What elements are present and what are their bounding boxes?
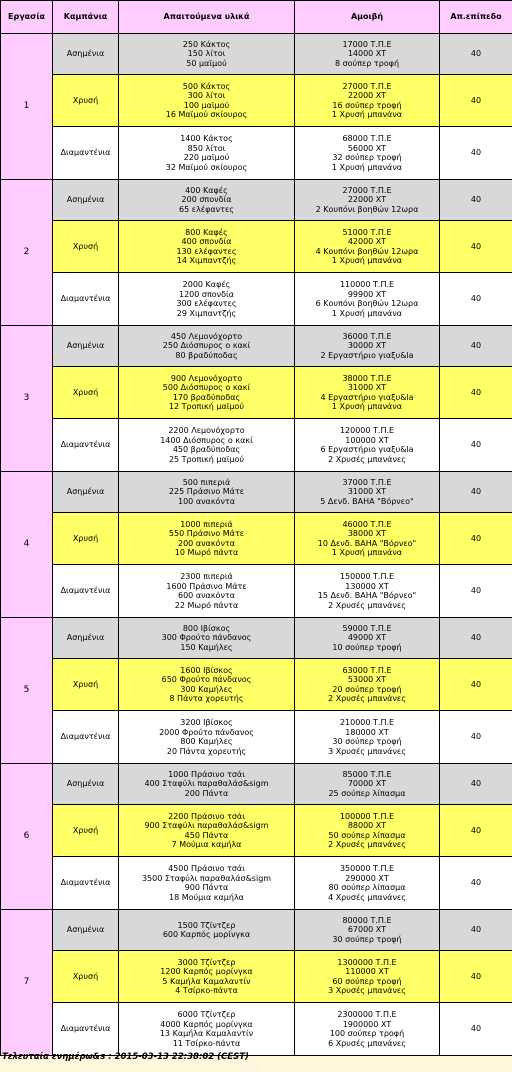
campaign-cell: Διαμαντένια bbox=[53, 565, 119, 618]
reward-line: 68000 Τ.Π.Ε bbox=[342, 134, 392, 143]
material-line: 500 πιπεριά bbox=[182, 477, 231, 487]
reward-line: 70000 ΧΤ bbox=[347, 779, 387, 789]
reward-line: 31000 ΧΤ bbox=[347, 487, 387, 497]
reward-line: 59000 Τ.Π.Ε bbox=[342, 623, 392, 633]
reward-line: 2 Χρυσές μπανάνες bbox=[328, 840, 406, 849]
reward-line: 10 σούπερ τροφή bbox=[332, 642, 402, 652]
material-line: 13 Καμήλα Καμαλαντίν bbox=[159, 1029, 254, 1038]
level-cell: 40 bbox=[440, 951, 512, 1003]
material-line: 220 μαϊμού bbox=[183, 153, 230, 162]
task-number: 2 bbox=[1, 180, 53, 326]
materials-cell bbox=[119, 951, 295, 1003]
material-line: 2300 πιπεριά bbox=[180, 572, 233, 581]
task-row bbox=[1, 565, 512, 618]
reward-line: 38000 Τ.Π.Ε bbox=[342, 373, 392, 383]
material-line: 150 Καμήλες bbox=[180, 642, 233, 652]
task-row bbox=[1, 659, 512, 711]
reward-line: 30 σούπερ τροφή bbox=[332, 934, 402, 944]
reward-line: 4 Εργαστήριο γιαξυ&la bbox=[320, 392, 414, 402]
material-line: 200 ανακόντα bbox=[178, 538, 235, 548]
material-line: 50 μαϊμού bbox=[186, 58, 227, 68]
task-row bbox=[1, 419, 512, 472]
reward-cell bbox=[295, 1003, 440, 1056]
campaign-cell: Διαμαντένια bbox=[53, 127, 119, 180]
material-line: 850 λίτοι bbox=[187, 143, 226, 153]
level-cell: 40 bbox=[440, 659, 512, 711]
reward-line: 85000 Τ.Π.Ε bbox=[342, 769, 392, 779]
campaign-cell: Ασημένια bbox=[53, 764, 119, 805]
material-line: 400 σπονδία bbox=[181, 237, 232, 246]
reward-line: 31000 ΧΤ bbox=[347, 383, 387, 392]
reward-cell bbox=[295, 951, 440, 1003]
material-line: 1200 σπονδία bbox=[178, 289, 235, 299]
reward-line: 37000 Τ.Π.Ε bbox=[342, 477, 392, 487]
level-cell: 40 bbox=[440, 472, 512, 513]
campaign-cell: Ασημένια bbox=[53, 472, 119, 513]
reward-line: 110000 ΧΤ bbox=[345, 967, 389, 976]
material-line: 300 Καμήλες bbox=[180, 684, 233, 694]
reward-line: 130000 ΧΤ bbox=[345, 581, 389, 591]
material-line: 500 Διόσπυρος ο κακί bbox=[162, 383, 251, 392]
reward-cell bbox=[295, 711, 440, 764]
material-line: 800 Καφές bbox=[185, 227, 228, 237]
material-line: 6000 Τζίντζερ bbox=[177, 1010, 236, 1019]
materials-cell bbox=[119, 565, 295, 618]
level-cell: 40 bbox=[440, 326, 512, 367]
level-cell: 40 bbox=[440, 565, 512, 618]
material-line: 18 Μούμια καμήλα bbox=[169, 892, 244, 902]
reward-line: 210000 Τ.Π.Ε bbox=[339, 718, 395, 727]
task-number: 6 bbox=[1, 764, 53, 910]
task-row bbox=[1, 618, 512, 659]
material-line: 10 Μωρό πάντα bbox=[174, 548, 239, 557]
material-line: 900 Λεμονόχορτο bbox=[170, 373, 243, 383]
material-line: 3500 Σταφύλι παραθαλάσ&sigm bbox=[141, 873, 272, 883]
reward-line: 16 σούπερ τροφή bbox=[332, 100, 402, 110]
task-row bbox=[1, 805, 512, 857]
task-row bbox=[1, 951, 512, 1003]
reward-line: 22000 ΧΤ bbox=[347, 91, 387, 100]
material-line: 2200 Πράσινο τσάι bbox=[168, 811, 245, 821]
reward-cell bbox=[295, 472, 440, 513]
material-line: 7 Μούμια καμήλα bbox=[171, 840, 242, 849]
materials-cell bbox=[119, 711, 295, 764]
task-row bbox=[1, 910, 512, 951]
material-line: 250 Κάκτος bbox=[182, 39, 231, 49]
level-cell: 40 bbox=[440, 75, 512, 127]
reward-line: 1 Χρυσή μπανάνα bbox=[331, 548, 403, 557]
level-cell: 40 bbox=[440, 857, 512, 910]
reward-line: 100000 Τ.Π.Ε bbox=[339, 811, 395, 821]
materials-cell bbox=[119, 764, 295, 805]
header-reward: Αμοιβή bbox=[295, 1, 440, 34]
reward-line: 25 σούπερ λίπασμα bbox=[328, 788, 406, 798]
reward-line: 22000 ΧΤ bbox=[347, 195, 387, 205]
material-line: 1500 Τζίντζερ bbox=[177, 920, 236, 930]
reward-line: 6 Κουπόνι βοηθών 12ωρα bbox=[315, 299, 419, 308]
reward-cell bbox=[295, 34, 440, 75]
material-line: 25 Τροπική μαϊμού bbox=[168, 454, 245, 464]
reward-line: 1 Χρυσή μπανάνα bbox=[331, 308, 403, 318]
reward-line: 120000 Τ.Π.Ε bbox=[339, 426, 395, 435]
reward-line: 53000 ΧΤ bbox=[347, 675, 387, 684]
reward-line: 3 Χρυσές μπανάνες bbox=[328, 986, 406, 995]
tasks-body bbox=[1, 34, 512, 1056]
task-number: 3 bbox=[1, 326, 53, 472]
level-cell: 40 bbox=[440, 127, 512, 180]
materials-cell bbox=[119, 618, 295, 659]
reward-line: 8 σούπερ τροφή bbox=[334, 58, 400, 68]
campaign-cell: Χρυσή bbox=[53, 951, 119, 1003]
material-line: 1200 Καρπός μορίνγκα bbox=[160, 967, 253, 976]
reward-cell bbox=[295, 659, 440, 711]
campaign-cell: Διαμαντένια bbox=[53, 419, 119, 472]
campaign-cell: Ασημένια bbox=[53, 910, 119, 951]
material-line: 4500 Πράσινο τσάι bbox=[168, 864, 245, 873]
task-number: 1 bbox=[1, 34, 53, 180]
level-cell: 40 bbox=[440, 805, 512, 857]
material-line: 3000 Τζίντζερ bbox=[177, 957, 236, 967]
reward-line: 27000 Τ.Π.Ε bbox=[342, 81, 392, 91]
material-line: 20 Πάντα χορευτής bbox=[166, 746, 247, 756]
reward-line: 17000 Τ.Π.Ε bbox=[342, 39, 392, 49]
reward-line: 38000 ΧΤ bbox=[347, 529, 387, 538]
reward-line: 51000 Τ.Π.Ε bbox=[342, 227, 392, 237]
material-line: 800 Ιβίσκος bbox=[182, 623, 231, 633]
reward-line: 180000 ΧΤ bbox=[345, 727, 389, 737]
materials-cell bbox=[119, 419, 295, 472]
material-line: 250 Διόσπυρος ο κακί bbox=[162, 341, 251, 351]
materials-cell bbox=[119, 910, 295, 951]
material-line: 600 Καρπός μορίνγκα bbox=[162, 930, 251, 939]
task-row bbox=[1, 273, 512, 326]
campaign-cell: Ασημένια bbox=[53, 34, 119, 75]
reward-line: 350000 Τ.Π.Ε bbox=[339, 864, 395, 873]
reward-cell bbox=[295, 127, 440, 180]
level-cell: 40 bbox=[440, 367, 512, 419]
materials-cell bbox=[119, 1003, 295, 1056]
reward-line: 6 Εργαστήριο γιαξυ&la bbox=[320, 445, 414, 454]
material-line: 450 Πάντα bbox=[184, 830, 229, 840]
task-row bbox=[1, 180, 512, 221]
task-row bbox=[1, 221, 512, 273]
material-line: 100 μαϊμού bbox=[183, 100, 230, 110]
material-line: 2200 Λεμονόχορτο bbox=[168, 426, 245, 435]
reward-line: 110000 Τ.Π.Ε bbox=[339, 280, 395, 289]
header-campaign: Καμπάνια bbox=[53, 1, 119, 34]
reward-line: 100000 ΧΤ bbox=[345, 435, 389, 445]
materials-cell bbox=[119, 127, 295, 180]
material-line: 3200 Ιβίσκος bbox=[180, 718, 233, 727]
material-line: 450 Λεμονόχορτο bbox=[170, 331, 243, 341]
level-cell: 40 bbox=[440, 513, 512, 565]
level-cell: 40 bbox=[440, 221, 512, 273]
reward-line: 1 Χρυσή μπανάνα bbox=[331, 402, 403, 411]
material-line: 12 Τροπική μαϊμού bbox=[168, 402, 245, 411]
reward-line: 10 Δενδ. ΒΑΗΑ "Βόρνεο" bbox=[317, 538, 417, 548]
task-row bbox=[1, 857, 512, 910]
material-line: 170 βραδύποδας bbox=[172, 392, 241, 402]
header-task: Εργασία bbox=[1, 1, 53, 34]
reward-line: 27000 Τ.Π.Ε bbox=[342, 185, 392, 195]
task-number: 5 bbox=[1, 618, 53, 764]
reward-cell bbox=[295, 221, 440, 273]
material-line: 1400 Κάκτος bbox=[180, 134, 233, 143]
reward-line: 2 Χρυσές μπανάνες bbox=[328, 454, 406, 464]
material-line: 65 ελέφαντες bbox=[179, 204, 234, 214]
material-line: 800 Καμήλες bbox=[180, 737, 233, 746]
campaign-cell: Διαμαντένια bbox=[53, 273, 119, 326]
level-cell: 40 bbox=[440, 711, 512, 764]
material-line: 225 Πράσινο Μάτε bbox=[168, 487, 245, 497]
task-row bbox=[1, 1003, 512, 1056]
reward-line: 1 Χρυσή μπανάνα bbox=[331, 110, 403, 119]
material-line: 550 Πράσινο Μάτε bbox=[168, 529, 245, 538]
reward-cell bbox=[295, 910, 440, 951]
reward-line: 63000 Τ.Π.Ε bbox=[342, 665, 392, 675]
material-line: 1600 Ιβίσκος bbox=[180, 665, 233, 675]
reward-line: 150000 Τ.Π.Ε bbox=[339, 572, 395, 581]
reward-line: 290000 ΧΤ bbox=[345, 873, 389, 883]
materials-cell bbox=[119, 75, 295, 127]
task-number: 7 bbox=[1, 910, 53, 1056]
header-materials: Απαιτούμενα υλικά bbox=[119, 1, 295, 34]
level-cell: 40 bbox=[440, 34, 512, 75]
material-line: 300 Φρούτο πάνδανος bbox=[161, 633, 252, 643]
reward-line: 80000 Τ.Π.Ε bbox=[342, 915, 392, 925]
reward-line: 20 σούπερ τροφή bbox=[332, 684, 402, 694]
material-line: 500 Κάκτος bbox=[182, 81, 231, 91]
material-line: 100 ανακόντα bbox=[178, 496, 235, 506]
material-line: 14 Χιμπαντζής bbox=[176, 256, 237, 265]
material-line: 300 λίτοι bbox=[187, 91, 226, 100]
reward-line: 100 σούπερ τροφή bbox=[329, 1029, 405, 1038]
reward-cell bbox=[295, 565, 440, 618]
reward-line: 4 Χρυσές μπανάνες bbox=[328, 892, 406, 902]
reward-cell bbox=[295, 857, 440, 910]
reward-line: 1 Χρυσή μπανάνα bbox=[331, 256, 403, 265]
level-cell: 40 bbox=[440, 273, 512, 326]
materials-cell bbox=[119, 221, 295, 273]
level-cell: 40 bbox=[440, 618, 512, 659]
reward-line: 49000 ΧΤ bbox=[347, 633, 387, 643]
reward-line: 50 σούπερ λίπασμα bbox=[328, 830, 406, 840]
campaign-cell: Χρυσή bbox=[53, 513, 119, 565]
materials-cell bbox=[119, 857, 295, 910]
material-line: 2000 Καφές bbox=[182, 280, 231, 289]
material-line: 200 σπονδία bbox=[181, 195, 232, 205]
task-row bbox=[1, 326, 512, 367]
material-line: 4 Τσίρκο-πάντα bbox=[175, 986, 238, 995]
materials-cell bbox=[119, 805, 295, 857]
material-line: 29 Χιμπαντζής bbox=[176, 308, 237, 318]
reward-line: 3 Χρυσές μπανάνες bbox=[328, 746, 406, 756]
material-line: 1000 πιπεριά bbox=[180, 519, 233, 529]
material-line: 400 Καφές bbox=[185, 185, 228, 195]
material-line: 600 ανακόντα bbox=[178, 591, 235, 600]
reward-line: 42000 ΧΤ bbox=[347, 237, 387, 246]
material-line: 650 Φρούτο πάνδανος bbox=[161, 675, 252, 684]
reward-cell bbox=[295, 273, 440, 326]
campaign-cell: Διαμαντένια bbox=[53, 857, 119, 910]
header-level: Απ.επίπεδο bbox=[440, 1, 512, 34]
reward-line: 30000 ΧΤ bbox=[347, 341, 387, 351]
reward-cell bbox=[295, 618, 440, 659]
materials-cell bbox=[119, 326, 295, 367]
task-row bbox=[1, 34, 512, 75]
material-line: 1400 Διόσπυρος ο κακί bbox=[160, 435, 253, 445]
campaign-cell: Χρυσή bbox=[53, 367, 119, 419]
task-row bbox=[1, 472, 512, 513]
material-line: 2000 Φρούτο πάνδανος bbox=[159, 727, 254, 737]
material-line: 130 ελέφαντες bbox=[176, 246, 237, 256]
material-line: 900 Πάντα bbox=[184, 883, 229, 892]
reward-line: 2300000 Τ.Π.Ε bbox=[337, 1010, 397, 1019]
materials-cell bbox=[119, 472, 295, 513]
reward-cell bbox=[295, 367, 440, 419]
reward-line: 2 Κουπόνι βοηθών 12ωρα bbox=[315, 204, 419, 214]
reward-line: 67000 ΧΤ bbox=[347, 925, 387, 935]
level-cell: 40 bbox=[440, 419, 512, 472]
level-cell: 40 bbox=[440, 910, 512, 951]
reward-line: 2 Εργαστήριο γιαξυ&la bbox=[320, 350, 414, 360]
material-line: 8 Πάντα χορευτής bbox=[169, 694, 244, 703]
material-line: 4000 Καρπός μορίνγκα bbox=[160, 1019, 253, 1029]
material-line: 150 λίτοι bbox=[187, 49, 226, 59]
campaign-cell: Ασημένια bbox=[53, 618, 119, 659]
reward-line: 46000 Τ.Π.Ε bbox=[342, 519, 392, 529]
materials-cell bbox=[119, 180, 295, 221]
reward-line: 56000 ΧΤ bbox=[347, 143, 387, 153]
reward-line: 80 σούπερ λίπασμα bbox=[328, 883, 406, 892]
materials-cell bbox=[119, 659, 295, 711]
reward-line: 14000 ΧΤ bbox=[347, 49, 387, 59]
reward-cell bbox=[295, 180, 440, 221]
level-cell: 40 bbox=[440, 1003, 512, 1056]
materials-cell bbox=[119, 513, 295, 565]
reward-line: 60 σούπερ τροφή bbox=[332, 976, 402, 986]
material-line: 32 Μαϊμού σκίουρος bbox=[165, 162, 248, 172]
reward-cell bbox=[295, 419, 440, 472]
materials-cell bbox=[119, 273, 295, 326]
level-cell: 40 bbox=[440, 180, 512, 221]
task-row bbox=[1, 75, 512, 127]
material-line: 300 ελέφαντες bbox=[176, 299, 237, 308]
task-row bbox=[1, 367, 512, 419]
campaign-cell: Χρυσή bbox=[53, 805, 119, 857]
material-line: 22 Μωρό πάντα bbox=[174, 600, 239, 610]
materials-cell bbox=[119, 367, 295, 419]
last-updated-footer: Τελευταία ενημέρω&s : 2015-03-13 22:38:02 (CEST) bbox=[2, 1052, 249, 1062]
material-line: 80 βραδύποδας bbox=[175, 350, 238, 360]
reward-line: 36000 Τ.Π.Ε bbox=[342, 331, 392, 341]
reward-line: 99900 ΧΤ bbox=[347, 289, 387, 299]
material-line: 900 Σταφύλι παραθαλάσ&sigm bbox=[144, 821, 269, 830]
reward-cell bbox=[295, 513, 440, 565]
campaign-cell: Ασημένια bbox=[53, 180, 119, 221]
material-line: 450 βραδύποδας bbox=[172, 445, 241, 454]
material-line: 16 Μαϊμού σκίουρος bbox=[165, 110, 248, 119]
material-line: 400 Σταφύλι παραθαλάσ&sigm bbox=[144, 779, 269, 789]
reward-line: 5 Δενδ. ΒΑΗΑ "Βόρνεο" bbox=[320, 496, 414, 506]
reward-line: 2 Χρυσές μπανάνες bbox=[328, 600, 406, 610]
task-row bbox=[1, 764, 512, 805]
reward-line: 88000 ΧΤ bbox=[347, 821, 387, 830]
campaign-cell: Χρυσή bbox=[53, 75, 119, 127]
material-line: 5 Καμήλα Καμαλαντίν bbox=[162, 976, 251, 986]
reward-line: 2 Χρυσές μπανάνες bbox=[328, 694, 406, 703]
task-row bbox=[1, 513, 512, 565]
material-line: 11 Τσίρκο-πάντα bbox=[172, 1038, 241, 1048]
reward-line: 15 Δενδ. ΒΑΗΑ "Βόρνεο" bbox=[317, 591, 417, 600]
campaign-cell: Χρυσή bbox=[53, 659, 119, 711]
reward-line: 30 σούπερ τροφή bbox=[332, 737, 402, 746]
reward-cell bbox=[295, 75, 440, 127]
reward-line: 32 σούπερ τροφή bbox=[332, 153, 402, 162]
header-row bbox=[1, 1, 512, 34]
reward-line: 1900000 ΧΤ bbox=[342, 1019, 392, 1029]
material-line: 1600 Πράσινο Μάτε bbox=[166, 581, 247, 591]
reward-line: 6 Χρυσές μπανάνες bbox=[328, 1038, 406, 1048]
level-cell: 40 bbox=[440, 764, 512, 805]
reward-cell bbox=[295, 805, 440, 857]
campaign-cell: Χρυσή bbox=[53, 221, 119, 273]
campaign-cell: Ασημένια bbox=[53, 326, 119, 367]
campaign-cell: Διαμαντένια bbox=[53, 711, 119, 764]
reward-cell bbox=[295, 326, 440, 367]
campaign-cell: Διαμαντένια bbox=[53, 1003, 119, 1056]
reward-line: 1 Χρυσή μπανάνα bbox=[331, 162, 403, 172]
task-number: 4 bbox=[1, 472, 53, 618]
task-row bbox=[1, 127, 512, 180]
reward-line: 4 Κουπόνι βοηθών 12ωρα bbox=[315, 246, 419, 256]
reward-line: 1300000 Τ.Π.Ε bbox=[337, 957, 397, 967]
materials-cell bbox=[119, 34, 295, 75]
task-row bbox=[1, 711, 512, 764]
reward-cell bbox=[295, 764, 440, 805]
material-line: 200 Πάντα bbox=[184, 788, 229, 798]
material-line: 1000 Πράσινο τσάι bbox=[168, 769, 245, 779]
